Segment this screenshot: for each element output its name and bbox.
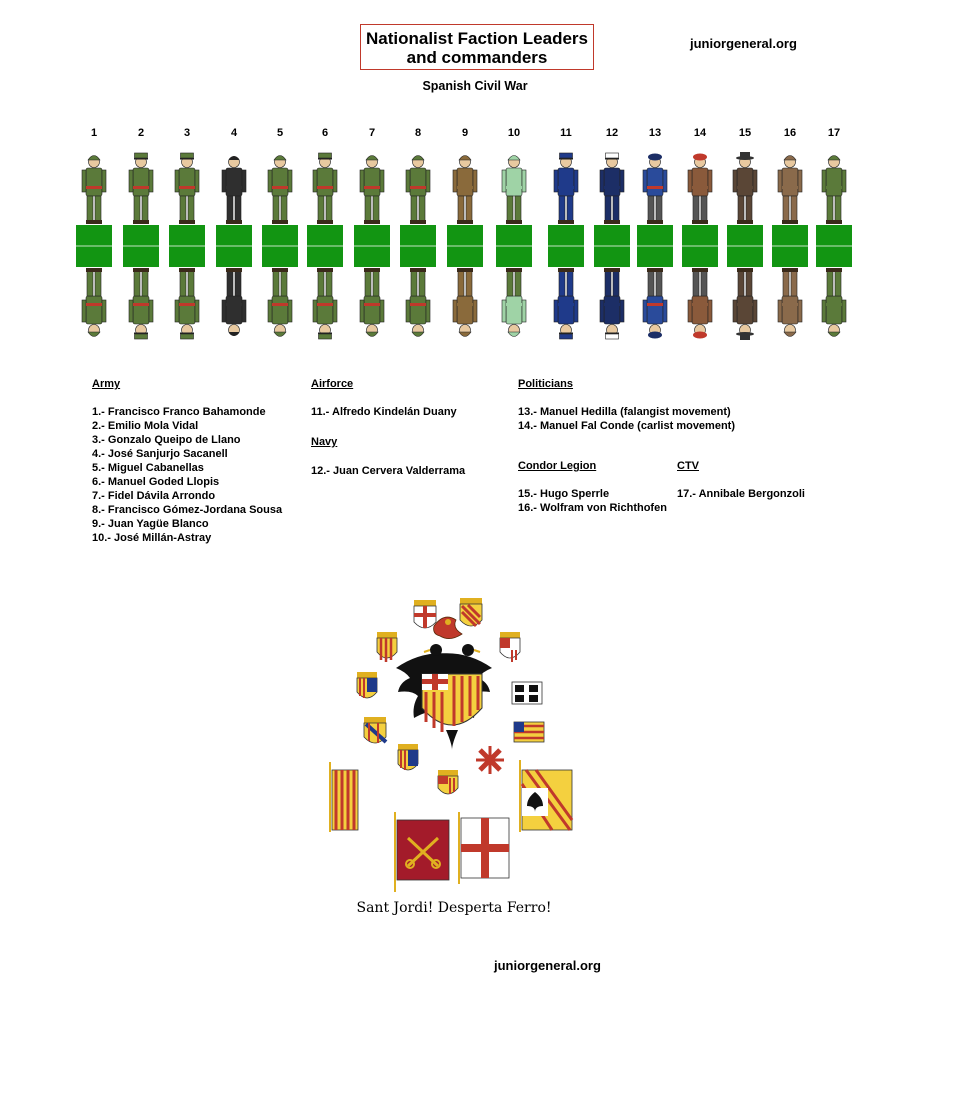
politicians-list bbox=[518, 405, 735, 433]
figure-front-icon bbox=[778, 156, 802, 225]
ctv-heading: CTV bbox=[677, 460, 699, 472]
figure-number: 16 bbox=[783, 127, 797, 139]
politicians-heading: Politicians bbox=[518, 378, 574, 390]
airforce-list bbox=[311, 405, 457, 419]
figure-front-icon bbox=[129, 153, 153, 224]
crowned-shield-bottom-left bbox=[398, 744, 418, 770]
figure-1 bbox=[76, 148, 112, 343]
figure-row bbox=[0, 148, 980, 348]
figure-number: 2 bbox=[137, 127, 145, 139]
list-item: 13.- Manuel Hedilla (falangist movement) bbox=[518, 406, 731, 418]
figure-back-icon bbox=[733, 268, 757, 340]
list-item: 10.- José Millán-Astray bbox=[92, 532, 212, 544]
figure-back-icon bbox=[406, 268, 430, 337]
small-flag-stripes bbox=[514, 722, 544, 742]
list-item: 8.- Francisco Gómez-Jordana Sousa bbox=[92, 504, 283, 516]
crowned-shield-bars-diagonal bbox=[460, 598, 482, 626]
navy-list bbox=[311, 464, 465, 478]
list-item: 2.- Emilio Mola Vidal bbox=[92, 420, 199, 432]
figure-front-icon bbox=[822, 156, 846, 225]
figure-front-icon bbox=[600, 153, 624, 224]
list-item: 4.- José Sanjurjo Sacanell bbox=[92, 448, 228, 460]
figure-number: 14 bbox=[693, 127, 707, 139]
figure-back-icon bbox=[268, 268, 292, 337]
figure-number: 7 bbox=[368, 127, 376, 139]
crowned-shield-lower-left bbox=[364, 717, 386, 743]
figure-11 bbox=[548, 148, 584, 343]
title-line-1: Nationalist Faction Leaders bbox=[366, 29, 588, 48]
subtitle: Spanish Civil War bbox=[422, 79, 528, 93]
figure-back-icon bbox=[502, 268, 526, 337]
figure-number: 6 bbox=[321, 127, 329, 139]
figure-back-icon bbox=[600, 268, 624, 339]
figure-number: 5 bbox=[276, 127, 284, 139]
site-link-top[interactable]: juniorgeneral.org bbox=[690, 36, 797, 51]
list-item: 11.- Alfredo Kindelán Duany bbox=[311, 406, 457, 418]
catalan-crest-emblem bbox=[322, 592, 582, 892]
list-item: 16.- Wolfram von Richthofen bbox=[518, 502, 667, 514]
dragon-crest bbox=[434, 617, 462, 638]
figure-number: 13 bbox=[648, 127, 662, 139]
figure-number: 1 bbox=[90, 127, 98, 139]
army-list bbox=[92, 405, 282, 545]
figure-back-icon bbox=[643, 268, 667, 339]
small-flag-black-white bbox=[512, 682, 542, 704]
crowned-shield-left bbox=[377, 632, 397, 662]
figure-17 bbox=[816, 148, 852, 343]
banner-eagle-stripes bbox=[520, 760, 572, 832]
figure-front-icon bbox=[688, 154, 712, 225]
figure-front-icon bbox=[82, 156, 106, 225]
list-item: 15.- Hugo Sperrle bbox=[518, 488, 610, 500]
figure-back-icon bbox=[778, 268, 802, 337]
figure-7 bbox=[354, 148, 390, 343]
condor-legion-heading: Condor Legion bbox=[518, 460, 597, 472]
list-item: 14.- Manuel Fal Conde (carlist movement) bbox=[518, 420, 735, 432]
figure-number: 17 bbox=[827, 127, 841, 139]
figure-front-icon bbox=[406, 156, 430, 225]
ctv-list bbox=[677, 487, 805, 501]
list-item: 1.- Francisco Franco Bahamonde bbox=[92, 406, 266, 418]
crowned-shield-bottom-center bbox=[438, 770, 458, 794]
list-item: 9.- Juan Yagüe Blanco bbox=[92, 518, 209, 530]
crowned-shield-cross bbox=[414, 600, 436, 628]
figure-front-icon bbox=[360, 156, 384, 225]
army-heading: Army bbox=[92, 378, 121, 390]
figure-5 bbox=[262, 148, 298, 343]
crowned-shield-mid-left bbox=[357, 672, 377, 698]
figure-8 bbox=[400, 148, 436, 343]
red-cross-saltire bbox=[476, 746, 504, 774]
list-item: 12.- Juan Cervera Valderrama bbox=[311, 465, 466, 477]
airforce-heading: Airforce bbox=[311, 378, 354, 390]
figure-back-icon bbox=[222, 268, 246, 336]
navy-heading: Navy bbox=[311, 436, 338, 448]
figure-number: 8 bbox=[414, 127, 422, 139]
figure-number: 11 bbox=[560, 127, 572, 139]
figure-front-icon bbox=[733, 152, 757, 224]
figure-back-icon bbox=[554, 268, 578, 339]
figure-number: 3 bbox=[183, 127, 191, 139]
figure-front-icon bbox=[554, 153, 578, 224]
figure-6 bbox=[307, 148, 343, 343]
figure-4 bbox=[216, 148, 252, 343]
figure-14 bbox=[682, 148, 718, 343]
figure-back-icon bbox=[360, 268, 384, 337]
title-line-2: and commanders bbox=[406, 48, 548, 67]
figure-front-icon bbox=[502, 156, 526, 225]
figure-number: 10 bbox=[507, 127, 521, 139]
figure-13 bbox=[637, 148, 673, 343]
banner-papal-keys bbox=[395, 812, 449, 892]
figure-2 bbox=[123, 148, 159, 343]
figure-15 bbox=[727, 148, 763, 343]
banner-catalan-stripes bbox=[330, 762, 358, 832]
figure-back-icon bbox=[688, 268, 712, 339]
figure-front-icon bbox=[175, 153, 199, 224]
figure-16 bbox=[772, 148, 808, 343]
figure-number: 12 bbox=[605, 127, 619, 139]
figure-back-icon bbox=[313, 268, 337, 339]
crest-motto: Sant Jordi! Desperta Ferro! bbox=[356, 900, 552, 916]
figure-front-icon bbox=[222, 156, 246, 224]
list-item: 6.- Manuel Goded Llopis bbox=[92, 476, 220, 488]
condor-legion-list bbox=[518, 487, 667, 515]
list-item: 7.- Fidel Dávila Arrondo bbox=[92, 490, 216, 502]
figure-front-icon bbox=[453, 156, 477, 225]
figure-back-icon bbox=[82, 268, 106, 337]
figure-number: 4 bbox=[230, 127, 238, 139]
list-item: 3.- Gonzalo Queipo de Llano bbox=[92, 434, 241, 446]
figure-front-icon bbox=[643, 154, 667, 225]
figure-front-icon bbox=[268, 156, 292, 225]
site-link-bottom[interactable]: juniorgeneral.org bbox=[494, 958, 601, 973]
figure-back-icon bbox=[822, 268, 846, 337]
figure-back-icon bbox=[175, 268, 199, 339]
banner-saint-george-cross bbox=[459, 812, 509, 884]
figure-number: 15 bbox=[738, 127, 752, 139]
title-box bbox=[360, 24, 594, 70]
figure-number-row bbox=[0, 127, 980, 143]
list-item: 17.- Annibale Bergonzoli bbox=[677, 488, 805, 500]
figure-3 bbox=[169, 148, 205, 343]
figure-number: 9 bbox=[461, 127, 469, 139]
crowned-shield-right bbox=[500, 632, 520, 662]
main-shield bbox=[422, 674, 482, 732]
figure-9 bbox=[447, 148, 483, 343]
figure-back-icon bbox=[129, 268, 153, 339]
figure-10 bbox=[496, 148, 532, 343]
figure-12 bbox=[594, 148, 630, 343]
figure-front-icon bbox=[313, 153, 337, 224]
list-item: 5.- Miguel Cabanellas bbox=[92, 462, 204, 474]
figure-back-icon bbox=[453, 268, 477, 337]
